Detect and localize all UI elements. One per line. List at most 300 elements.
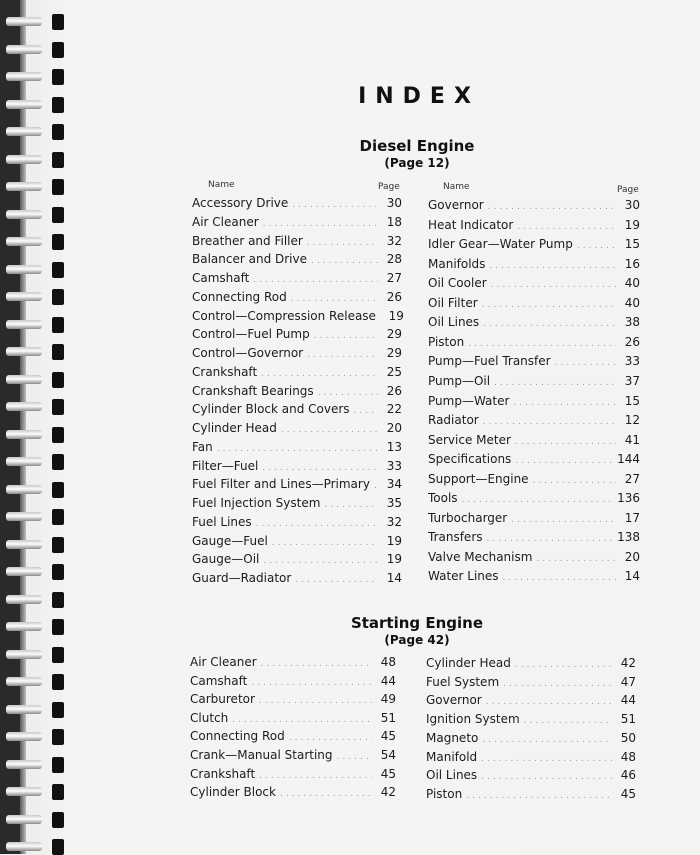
dot-leader — [256, 517, 378, 531]
right-page-column-header: Page — [617, 185, 639, 195]
binding-coil — [6, 14, 68, 30]
index-entry — [426, 731, 636, 749]
punch-hole — [52, 427, 64, 443]
starting-page-ref: (Page 42) — [384, 633, 450, 647]
punch-hole — [52, 812, 64, 828]
binding-coil — [6, 42, 68, 58]
entry-page-number: 51 — [620, 712, 636, 726]
dot-leader — [524, 714, 612, 728]
dot-leader — [314, 329, 378, 343]
binding-coil — [6, 839, 68, 855]
dot-leader — [494, 376, 616, 390]
entry-page-number: 20 — [624, 550, 640, 564]
coil-ring — [6, 732, 42, 741]
index-entry — [192, 215, 402, 233]
index-entry — [428, 257, 640, 275]
entry-name: Pump—Water — [428, 394, 510, 408]
entry-page-number: 136 — [617, 491, 640, 505]
entry-page-number: 48 — [620, 750, 636, 764]
binding-coil — [6, 674, 68, 690]
dot-leader — [374, 479, 378, 493]
entry-page-number: 30 — [386, 196, 402, 210]
entry-page-number: 42 — [380, 785, 396, 799]
coil-ring — [6, 677, 42, 686]
index-entry — [192, 477, 402, 495]
entry-page-number: 48 — [380, 655, 396, 669]
index-entry — [426, 675, 636, 693]
binding-coil — [6, 427, 68, 443]
dot-leader — [281, 423, 378, 437]
entry-page-number: 30 — [624, 198, 640, 212]
dot-leader — [482, 298, 616, 312]
punch-hole — [52, 784, 64, 800]
dot-leader — [481, 770, 612, 784]
dot-leader — [487, 532, 614, 546]
entry-name: Heat Indicator — [428, 218, 514, 232]
entry-name: Oil Lines — [426, 768, 478, 782]
dot-leader — [272, 536, 378, 550]
entry-name: Cylinder Block and Covers — [192, 402, 350, 416]
index-entry — [192, 271, 402, 289]
dot-leader — [259, 694, 372, 708]
index-entry — [428, 354, 640, 372]
entry-page-number: 27 — [624, 472, 640, 486]
coil-ring — [6, 45, 42, 54]
index-entry — [192, 327, 402, 345]
entry-name: Oil Lines — [428, 315, 480, 329]
entry-page-number: 44 — [620, 693, 636, 707]
entry-name: Manifolds — [428, 257, 486, 271]
coil-ring — [6, 787, 42, 796]
diesel-page-ref: (Page 12) — [384, 156, 450, 170]
entry-page-number: 13 — [386, 440, 402, 454]
index-entry — [426, 787, 636, 805]
coil-ring — [6, 815, 42, 824]
index-entry — [192, 309, 402, 327]
spiral-binding — [0, 0, 75, 854]
dot-leader — [511, 513, 616, 527]
binding-coil — [6, 564, 68, 580]
right-name-column-header: Name — [443, 182, 470, 192]
index-entry — [428, 530, 640, 548]
entry-page-number: 45 — [380, 767, 396, 781]
binding-coil — [6, 702, 68, 718]
binding-coil — [6, 592, 68, 608]
page-title: INDEX — [358, 84, 480, 109]
coil-ring — [6, 842, 42, 851]
entry-page-number: 26 — [624, 335, 640, 349]
entry-name: Fuel Filter and Lines—Primary — [192, 477, 370, 491]
index-entry — [428, 335, 640, 353]
dot-leader — [515, 435, 616, 449]
entry-page-number: 34 — [386, 477, 402, 491]
index-entry — [428, 198, 640, 216]
dot-leader — [483, 317, 616, 331]
entry-name: Magneto — [426, 731, 479, 745]
entry-name: Clutch — [190, 711, 229, 725]
dot-leader — [577, 239, 616, 253]
entry-page-number: 47 — [620, 675, 636, 689]
starting-section-heading: Starting Engine — [350, 614, 484, 632]
index-entry — [192, 234, 402, 252]
entry-name: Guard—Radiator — [192, 571, 292, 585]
index-entry — [190, 748, 396, 766]
dot-leader — [515, 658, 612, 672]
coil-ring — [6, 182, 42, 191]
entry-name: Tools — [428, 491, 458, 505]
entry-page-number: 15 — [624, 394, 640, 408]
index-entry — [428, 374, 640, 392]
dot-leader — [261, 657, 372, 671]
entry-page-number: 20 — [386, 421, 402, 435]
binding-coil — [6, 234, 68, 250]
entry-page-number: 50 — [620, 731, 636, 745]
dot-leader — [311, 254, 378, 268]
index-entry — [428, 433, 640, 451]
punch-hole — [52, 69, 64, 85]
entry-page-number: 38 — [624, 315, 640, 329]
entry-page-number: 17 — [624, 511, 640, 525]
index-entry — [192, 196, 402, 214]
entry-name: Pump—Oil — [428, 374, 491, 388]
dot-leader — [481, 752, 612, 766]
index-entry — [428, 296, 640, 314]
coil-ring — [6, 347, 42, 356]
dot-leader — [289, 731, 372, 745]
entry-page-number: 22 — [386, 402, 402, 416]
entry-page-number: 29 — [386, 327, 402, 341]
index-entry — [192, 459, 402, 477]
entry-name: Cylinder Block — [190, 785, 276, 799]
dot-leader — [515, 454, 613, 468]
entry-name: Fuel Injection System — [192, 496, 321, 510]
entry-page-number: 41 — [624, 433, 640, 447]
dot-leader — [263, 554, 378, 568]
entry-name: Camshaft — [192, 271, 250, 285]
coil-ring — [6, 265, 42, 274]
punch-hole — [52, 509, 64, 525]
dot-leader — [468, 337, 616, 351]
entry-page-number: 16 — [624, 257, 640, 271]
dot-leader — [491, 278, 616, 292]
entry-page-number: 27 — [386, 271, 402, 285]
entry-page-number: 26 — [386, 384, 402, 398]
entry-name: Control—Compression Release — [192, 309, 376, 323]
entry-name: Transfers — [428, 530, 483, 544]
entry-name: Air Cleaner — [192, 215, 259, 229]
entry-page-number: 33 — [624, 354, 640, 368]
punch-hole — [52, 537, 64, 553]
coil-ring — [6, 760, 42, 769]
index-entry — [190, 785, 396, 803]
entry-page-number: 29 — [386, 346, 402, 360]
index-entry — [426, 712, 636, 730]
entry-name: Idler Gear—Water Pump — [428, 237, 573, 251]
binding-coil — [6, 729, 68, 745]
dot-leader — [292, 198, 378, 212]
punch-hole — [52, 179, 64, 195]
entry-page-number: 19 — [388, 309, 404, 323]
index-entry — [190, 674, 396, 692]
dot-leader — [307, 348, 378, 362]
entry-name: Fuel Lines — [192, 515, 252, 529]
index-entry — [190, 692, 396, 710]
dot-leader — [318, 386, 378, 400]
entry-name: Crankshaft Bearings — [192, 384, 314, 398]
entry-page-number: 19 — [386, 534, 402, 548]
entry-page-number: 44 — [380, 674, 396, 688]
index-entry — [428, 218, 640, 236]
punch-hole — [52, 317, 64, 333]
entry-name: Oil Cooler — [428, 276, 487, 290]
binding-coil — [6, 207, 68, 223]
entry-name: Fan — [192, 440, 213, 454]
index-entry — [192, 496, 402, 514]
entry-page-number: 40 — [624, 276, 640, 290]
coil-ring — [6, 127, 42, 136]
binding-coil — [6, 757, 68, 773]
index-entry — [192, 252, 402, 270]
dot-leader — [307, 236, 378, 250]
index-entry — [192, 365, 402, 383]
punch-hole — [52, 702, 64, 718]
index-entry — [428, 276, 640, 294]
dot-leader — [462, 493, 614, 507]
binding-coil — [6, 482, 68, 498]
entry-name: Piston — [426, 787, 463, 801]
punch-hole — [52, 564, 64, 580]
entry-name: Air Cleaner — [190, 655, 257, 669]
coil-ring — [6, 375, 42, 384]
punch-hole — [52, 42, 64, 58]
index-entry — [192, 515, 402, 533]
dot-leader — [483, 415, 616, 429]
punch-hole — [52, 674, 64, 690]
punch-hole — [52, 592, 64, 608]
entry-page-number: 45 — [620, 787, 636, 801]
dot-leader — [488, 200, 616, 214]
entry-page-number: 37 — [624, 374, 640, 388]
entry-page-number: 32 — [386, 515, 402, 529]
entry-name: Filter—Fuel — [192, 459, 259, 473]
index-entry — [192, 402, 402, 420]
entry-name: Gauge—Oil — [192, 552, 260, 566]
coil-ring — [6, 237, 42, 246]
index-entry — [190, 711, 396, 729]
coil-ring — [6, 210, 42, 219]
entry-name: Control—Fuel Pump — [192, 327, 310, 341]
entry-page-number: 49 — [380, 692, 396, 706]
binding-coil — [6, 289, 68, 305]
punch-hole — [52, 839, 64, 855]
binding-coil — [6, 647, 68, 663]
index-entry — [428, 413, 640, 431]
index-entry — [190, 729, 396, 747]
entry-name: Breather and Filler — [192, 234, 303, 248]
coil-ring — [6, 17, 42, 26]
dot-leader — [280, 787, 372, 801]
entry-name: Service Meter — [428, 433, 511, 447]
entry-name: Piston — [428, 335, 465, 349]
index-entry — [192, 534, 402, 552]
index-entry — [428, 472, 640, 490]
dot-leader — [253, 273, 378, 287]
index-entry — [426, 768, 636, 786]
index-entry — [192, 571, 402, 589]
dot-leader — [503, 571, 616, 585]
entry-name: Pump—Fuel Transfer — [428, 354, 551, 368]
entry-name: Cylinder Head — [426, 656, 511, 670]
index-entry — [426, 693, 636, 711]
entry-page-number: 19 — [624, 218, 640, 232]
entry-name: Crankshaft — [190, 767, 256, 781]
index-entry — [192, 421, 402, 439]
binding-coil — [6, 399, 68, 415]
entry-name: Accessory Drive — [192, 196, 289, 210]
punch-hole — [52, 14, 64, 30]
entry-page-number: 19 — [386, 552, 402, 566]
coil-ring — [6, 705, 42, 714]
dot-leader — [517, 220, 616, 234]
dot-leader — [533, 474, 616, 488]
entry-page-number: 54 — [380, 748, 396, 762]
entry-page-number: 25 — [386, 365, 402, 379]
index-entry — [428, 569, 640, 587]
entry-name: Cylinder Head — [192, 421, 277, 435]
index-entry — [428, 550, 640, 568]
binding-coil — [6, 509, 68, 525]
index-entry — [190, 655, 396, 673]
dot-leader — [503, 677, 612, 691]
entry-page-number: 12 — [624, 413, 640, 427]
entry-name: Balancer and Drive — [192, 252, 307, 266]
dot-leader — [262, 461, 378, 475]
entry-page-number: 144 — [617, 452, 640, 466]
entry-name: Governor — [428, 198, 484, 212]
coil-ring — [6, 567, 42, 576]
entry-name: Valve Mechanism — [428, 550, 533, 564]
entry-name: Ignition System — [426, 712, 520, 726]
entry-page-number: 42 — [620, 656, 636, 670]
entry-name: Fuel System — [426, 675, 500, 689]
binding-coil — [6, 372, 68, 388]
entry-name: Oil Filter — [428, 296, 478, 310]
index-entry — [428, 237, 640, 255]
coil-ring — [6, 512, 42, 521]
index-entry — [428, 315, 640, 333]
dot-leader — [486, 695, 612, 709]
entry-page-number: 28 — [386, 252, 402, 266]
coil-ring — [6, 292, 42, 301]
index-entry — [192, 346, 402, 364]
binding-coil — [6, 537, 68, 553]
coil-ring — [6, 430, 42, 439]
index-entry — [192, 290, 402, 308]
dot-leader — [536, 552, 616, 566]
dot-leader — [337, 750, 372, 764]
left-page-column-header: Page — [378, 182, 400, 192]
entry-name: Control—Governor — [192, 346, 304, 360]
punch-hole — [52, 372, 64, 388]
entry-name: Specifications — [428, 452, 512, 466]
entry-page-number: 14 — [386, 571, 402, 585]
entry-name: Manifold — [426, 750, 478, 764]
coil-ring — [6, 485, 42, 494]
index-entry — [428, 491, 640, 509]
punch-hole — [52, 289, 64, 305]
dot-leader — [259, 769, 372, 783]
entry-page-number: 138 — [617, 530, 640, 544]
binding-coil — [6, 812, 68, 828]
entry-name: Support—Engine — [428, 472, 529, 486]
index-entry — [428, 394, 640, 412]
entry-name: Connecting Rod — [192, 290, 287, 304]
binding-coil — [6, 69, 68, 85]
entry-page-number: 33 — [386, 459, 402, 473]
entry-page-number: 35 — [386, 496, 402, 510]
coil-ring — [6, 320, 42, 329]
entry-name: Water Lines — [428, 569, 499, 583]
punch-hole — [52, 454, 64, 470]
punch-hole — [52, 757, 64, 773]
binding-coil — [6, 317, 68, 333]
binding-coil — [6, 262, 68, 278]
index-entry — [426, 750, 636, 768]
dot-leader — [251, 676, 372, 690]
coil-ring — [6, 402, 42, 411]
entry-page-number: 15 — [624, 237, 640, 251]
entry-name: Crank—Manual Starting — [190, 748, 333, 762]
diesel-section-heading: Diesel Engine — [359, 137, 475, 155]
dot-leader — [217, 442, 378, 456]
entry-page-number: 40 — [624, 296, 640, 310]
dot-leader — [295, 573, 378, 587]
index-entry — [192, 440, 402, 458]
punch-hole — [52, 262, 64, 278]
binding-coil — [6, 344, 68, 360]
index-entry — [428, 452, 640, 470]
punch-hole — [52, 482, 64, 498]
coil-ring — [6, 72, 42, 81]
punch-hole — [52, 647, 64, 663]
punch-hole — [52, 399, 64, 415]
entry-name: Crankshaft — [192, 365, 258, 379]
dot-leader — [324, 498, 378, 512]
punch-hole — [52, 207, 64, 223]
dot-leader — [555, 356, 616, 370]
coil-ring — [6, 595, 42, 604]
coil-ring — [6, 540, 42, 549]
dot-leader — [482, 733, 612, 747]
entry-name: Camshaft — [190, 674, 248, 688]
dot-leader — [291, 292, 378, 306]
index-entry — [192, 384, 402, 402]
entry-name: Radiator — [428, 413, 479, 427]
entry-page-number: 26 — [386, 290, 402, 304]
dot-leader — [489, 259, 616, 273]
binding-coil — [6, 179, 68, 195]
entry-name: Turbocharger — [428, 511, 508, 525]
binding-coil — [6, 784, 68, 800]
dot-leader — [263, 217, 378, 231]
index-entry — [426, 656, 636, 674]
punch-hole — [52, 234, 64, 250]
entry-page-number: 45 — [380, 729, 396, 743]
punch-hole — [52, 344, 64, 360]
dot-leader — [466, 789, 612, 803]
entry-name: Gauge—Fuel — [192, 534, 268, 548]
entry-page-number: 51 — [380, 711, 396, 725]
